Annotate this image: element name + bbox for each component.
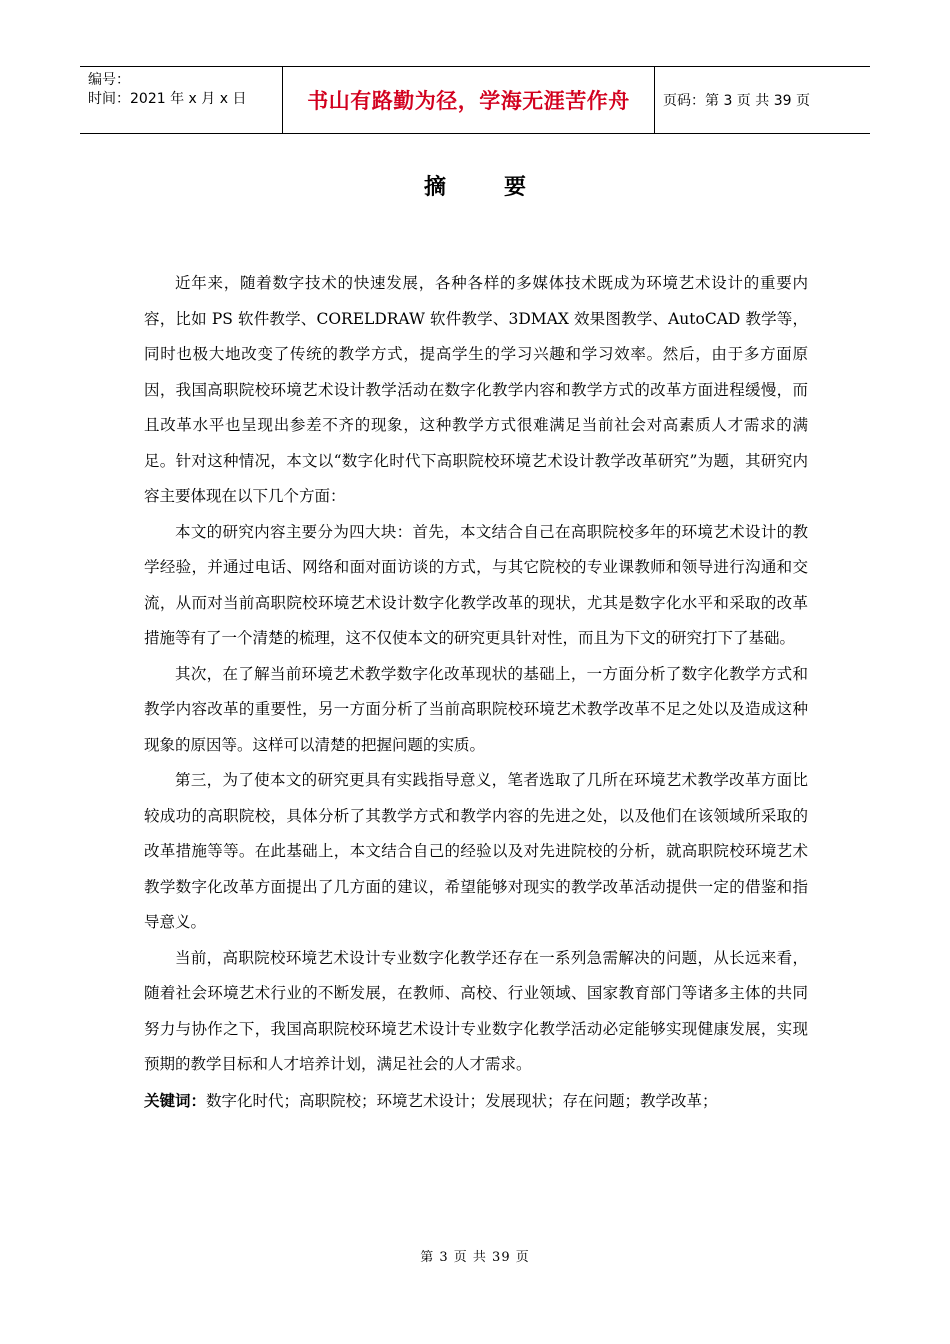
header-meta — [80, 67, 282, 133]
paragraph: 其次，在了解当前环境艺术教学数字化改革现状的基础上，一方面分析了数字化教学方式和教学内容改革的重要性，另一方面分析了当前高职院校环境艺术教学改革不足之处以及造成这种现象的原因等。这样可以清楚的把握问题的实质。 — [144, 664, 808, 754]
number-label: 编号： — [88, 72, 130, 88]
paragraph: 近年来，随着数字技术的快速发展，各种各样的多媒体技术既成为环境艺术设计的重要内容，比如 PS 软件教学、CORELDRAW 软件教学、3DMAX 效果图教学、AutoCAD 教学等，同时也极大地改变了传统的教学方式，提高学生的学习兴趣和学习效率。然后，由于多方面原因，我国高职院校环境艺术设计教学活动在数字化教学内容和教学方式的改革方面进程缓慢，而且改革水平也呈现出参差不齐的现象，这种教学方式很难满足当前社会对高素质人才需求的满足。针对这种情况，本文以“数字化时代下高职院校环境艺术设计教学改革研究”为题，其研究内容主要体现在以下几个方面： — [144, 274, 808, 505]
header-motto: 书山有路勤为径，学海无涯苦作舟 — [282, 67, 655, 133]
page-footer: 第 3 页 共 39 页 — [420, 1250, 530, 1265]
keywords-text: 数字化时代；高职院校；环境艺术设计；发展现状；存在问题；教学改革； — [206, 1091, 718, 1110]
keywords-line — [144, 1083, 808, 1120]
page-title: 摘要 — [423, 174, 584, 200]
header-page-info: 页码：第 3 页 共 39 页 — [663, 93, 810, 109]
paragraph: 第三，为了使本文的研究更具有实践指导意义，笔者选取了几所在环境艺术教学改革方面比较成功的高职院校，具体分析了其教学方式和教学内容的先进之处，以及他们在该领域所采取的改革措施等等。在此基础上，本文结合自己的经验以及对先进院校的分析，就高职院校环境艺术教学数字化改革方面提出了几方面的建议，希望能够对现实的教学改革活动提供一定的借鉴和指导意义。 — [144, 771, 808, 931]
abstract-body — [144, 266, 808, 1119]
paragraph: 本文的研究内容主要分为四大块：首先，本文结合自己在高职院校多年的环境艺术设计的教学经验，并通过电话、网络和面对面访谈的方式，与其它院校的专业课教师和领导进行沟通和交流，从而对当前高职院校环境艺术设计数字化教学改革的现状，尤其是数字化水平和采取的改革措施等有了一个清楚的梳理，这不仅使本文的研究更具针对性，而且为下文的研究打下了基础。 — [144, 522, 808, 647]
date-label: 时间：2021 年 x 月 x 日 — [88, 91, 247, 107]
keywords-label: 关键词： — [144, 1090, 207, 1110]
paragraph: 当前，高职院校环境艺术设计专业数字化教学还存在一系列急需解决的问题，从长远来看，随着社会环境艺术行业的不断发展，在教师、高校、行业领域、国家教育部门等诸多主体的共同努力与协作之下，我国高职院校环境艺术设计专业数字化教学活动必定能够实现健康发展，实现预期的教学目标和人才培养计划，满足社会的人才需求。 — [144, 948, 808, 1073]
page-header — [80, 66, 870, 134]
